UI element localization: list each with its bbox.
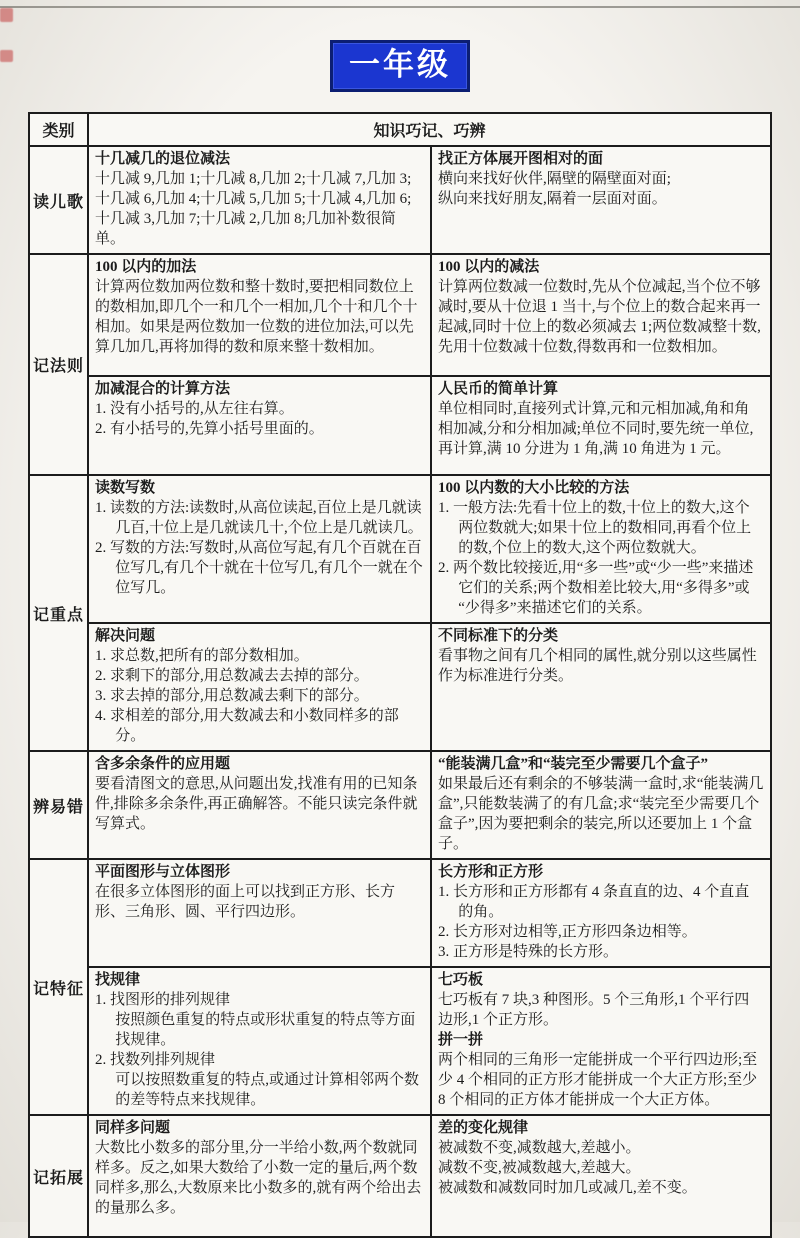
table-subrow [89, 375, 770, 474]
knowledge-point-title: 含多余条件的应用题 [95, 756, 231, 772]
knowledge-paragraph: 2. 找数列排列规律 [95, 1052, 216, 1068]
table-header-row [30, 114, 770, 145]
knowledge-paragraph: 1. 找图形的排列规律 [95, 992, 231, 1008]
category-label: 记特征 [30, 860, 89, 1114]
knowledge-point-title: 差的变化规律 [438, 1120, 529, 1136]
table-row [30, 750, 770, 858]
knowledge-paragraph: 可以按照数重复的特点,或通过计算相邻两个数的差等特点来找规律。 [115, 1072, 420, 1108]
knowledge-paragraph: 横向来找好伙伴,隔壁的隔壁面对面; [438, 171, 671, 187]
table-subrow [89, 752, 770, 858]
grade-title-banner: 一年级 [330, 40, 470, 92]
header-content: 知识巧记、巧辨 [373, 123, 486, 140]
knowledge-paragraph: 2. 两个数比较接近,用“多一些”或“少一些”来描述它们的关系;两个数相差比较大,用“多得多”或“少得多”来描述它们的关系。 [438, 560, 754, 616]
knowledge-point-title: 长方形和正方形 [438, 864, 544, 880]
knowledge-cell [89, 752, 432, 858]
knowledge-paragraph: 七巧板有 7 块,3 种图形。5 个三角形,1 个平行四边形,1 个正方形。 [438, 992, 750, 1028]
knowledge-cell [432, 968, 770, 1114]
table-subrow [89, 622, 770, 750]
knowledge-point-title: 平面图形与立体图形 [95, 864, 231, 880]
knowledge-paragraph: 2. 长方形对边相等,正方形四条边相等。 [438, 924, 697, 940]
knowledge-point-title: 拼一拼 [438, 1032, 484, 1048]
knowledge-paragraph: 在很多立体图形的面上可以找到正方形、长方形、三角形、圆、平行四边形。 [95, 884, 396, 920]
knowledge-paragraph: 2. 有小括号的,先算小括号里面的。 [95, 421, 324, 437]
knowledge-paragraph: 1. 读数的方法:读数时,从高位读起,百位上是几就读几百,十位上是几就读几十,个位上是几就读几。 [95, 500, 423, 536]
knowledge-paragraph: 按照颜色重复的特点或形状重复的特点等方面找规律。 [115, 1012, 416, 1048]
table-subrow [89, 255, 770, 375]
table-subrow [89, 147, 770, 253]
knowledge-cell [432, 1116, 770, 1236]
knowledge-point-title: 七巧板 [438, 972, 484, 988]
page-edge-line [0, 6, 800, 8]
category-label: 记重点 [30, 476, 89, 750]
knowledge-point-title: 十几减几的退位减法 [95, 151, 231, 167]
knowledge-cell [432, 624, 770, 750]
table-row [30, 1114, 770, 1236]
knowledge-paragraph: 十几减 9,几加 1;十几减 8,几加 2;十几减 7,几加 3;十几减 6,几加 4;十几减 5,几加 5;十几减 4,几加 6;十几减 3,几加 7;十几减 2,几加 8;几加补数很简单。 [95, 171, 412, 247]
knowledge-cell [432, 377, 770, 474]
knowledge-cell [432, 752, 770, 858]
knowledge-point-title: 解决问题 [95, 628, 156, 644]
knowledge-cell [432, 476, 770, 622]
knowledge-cell [89, 1116, 432, 1236]
scan-artifact [0, 8, 13, 22]
knowledge-cell [432, 147, 770, 253]
knowledge-paragraph: 3. 正方形是特殊的长方形。 [438, 944, 619, 960]
knowledge-table [28, 112, 772, 1238]
knowledge-paragraph: 如果最后还有剩余的不够装满一盒时,求“能装满几盒”,只能数装满了的有几盒;求“装完至少需要几个盒子”,因为要把剩余的装完,所以还要加上 1 个盒子。 [438, 776, 764, 852]
knowledge-point-title: 100 以内的减法 [438, 259, 540, 275]
header-category: 类别 [30, 114, 89, 145]
knowledge-cell [432, 860, 770, 966]
knowledge-paragraph: 2. 写数的方法:写数时,从高位写起,有几个百就在百位写几,有几个十就在十位写几,有几个一就在个位写几。 [95, 540, 423, 596]
knowledge-paragraph: 计算两位数减一位数时,先从个位减起,当个位不够减时,要从十位退 1 当十,与个位上的数合起来再一起减,同时十位上的数必须减去 1;两位数减整十数,先用十位数减十位数,得数再和一位数相加。 [438, 279, 761, 355]
knowledge-point-title: 读数写数 [95, 480, 156, 496]
table-row [30, 474, 770, 750]
knowledge-paragraph: 2. 求剩下的部分,用总数减去去掉的部分。 [95, 668, 369, 684]
category-label: 记拓展 [30, 1116, 89, 1236]
category-label: 读儿歌 [30, 147, 89, 253]
knowledge-point-title: “能装满几盒”和“装完至少需要几个盒子” [438, 756, 709, 772]
knowledge-cell [432, 255, 770, 375]
knowledge-cell [89, 255, 432, 375]
knowledge-paragraph: 减数不变,被减数越大,差越大。 [438, 1160, 641, 1176]
knowledge-cell [89, 968, 432, 1114]
knowledge-paragraph: 被减数和减数同时加几或减几,差不变。 [438, 1180, 697, 1196]
knowledge-paragraph: 3. 求去掉的部分,用总数减去剩下的部分。 [95, 688, 369, 704]
knowledge-paragraph: 计算两位数加两位数和整十数时,要把相同数位上的数相加,即几个一和几个一相加,几个十和几个十相加。如果是两位数加一位数的进位加法,可以先算几加几,再将加得的数和原来整十数相加。 [95, 279, 418, 355]
knowledge-cell [89, 377, 432, 474]
knowledge-point-title: 加减混合的计算方法 [95, 381, 231, 397]
banner-container [0, 0, 800, 92]
knowledge-paragraph: 纵向来找好朋友,隔着一层面对面。 [438, 191, 667, 207]
table-row [30, 253, 770, 474]
table-subrow [89, 966, 770, 1114]
knowledge-paragraph: 1. 一般方法:先看十位上的数,十位上的数大,这个两位数就大;如果十位上的数相同,再看个位上的数,个位上的数大,这个两位数就大。 [438, 500, 752, 556]
table-subrow [89, 476, 770, 622]
knowledge-paragraph: 两个相同的三角形一定能拼成一个平行四边形;至少 4 个相同的正方形才能拼成一个大正方形;至少 8 个相同的正方体才能拼成一个大正方体。 [438, 1052, 758, 1108]
knowledge-paragraph: 要看清图文的意思,从问题出发,找准有用的已知条件,排除多余条件,再正确解答。不能只读完条件就写算式。 [95, 776, 418, 832]
knowledge-point-title: 不同标准下的分类 [438, 628, 559, 644]
knowledge-cell [89, 624, 432, 750]
knowledge-paragraph: 1. 求总数,把所有的部分数相加。 [95, 648, 309, 664]
knowledge-point-title: 找正方体展开图相对的面 [438, 151, 604, 167]
knowledge-cell [89, 860, 432, 966]
knowledge-paragraph: 大数比小数多的部分里,分一半给小数,两个数就同样多。反之,如果大数给了小数一定的量后,两个数同样多,那么,大数原来比小数多的,就有两个给出去的量那么多。 [95, 1140, 422, 1216]
category-label: 记法则 [30, 255, 89, 474]
knowledge-paragraph: 1. 长方形和正方形都有 4 条直直的边、4 个直直的角。 [438, 884, 750, 920]
category-label: 辨易错 [30, 752, 89, 858]
table-subrow [89, 860, 770, 966]
knowledge-cell [89, 147, 432, 253]
scan-artifact [0, 50, 13, 62]
knowledge-point-title: 100 以内数的大小比较的方法 [438, 480, 630, 496]
knowledge-paragraph: 4. 求相差的部分,用大数减去和小数同样多的部分。 [95, 708, 399, 744]
knowledge-paragraph: 1. 没有小括号的,从左往右算。 [95, 401, 294, 417]
table-row [30, 145, 770, 253]
table-subrow [89, 1116, 770, 1236]
knowledge-point-title: 人民币的简单计算 [438, 381, 559, 397]
knowledge-point-title: 找规律 [95, 972, 141, 988]
knowledge-point-title: 100 以内的加法 [95, 259, 197, 275]
knowledge-paragraph: 被减数不变,减数越大,差越小。 [438, 1140, 641, 1156]
knowledge-paragraph: 单位相同时,直接列式计算,元和元相加减,角和角相加减,分和分相加减;单位不同时,要先统一单位,再计算,满 10 分进为 1 角,满 10 角进为 1 元。 [438, 401, 754, 457]
knowledge-cell [89, 476, 432, 622]
knowledge-paragraph: 看事物之间有几个相同的属性,就分别以这些属性作为标准进行分类。 [438, 648, 757, 684]
knowledge-point-title: 同样多问题 [95, 1120, 171, 1136]
table-row [30, 858, 770, 1114]
